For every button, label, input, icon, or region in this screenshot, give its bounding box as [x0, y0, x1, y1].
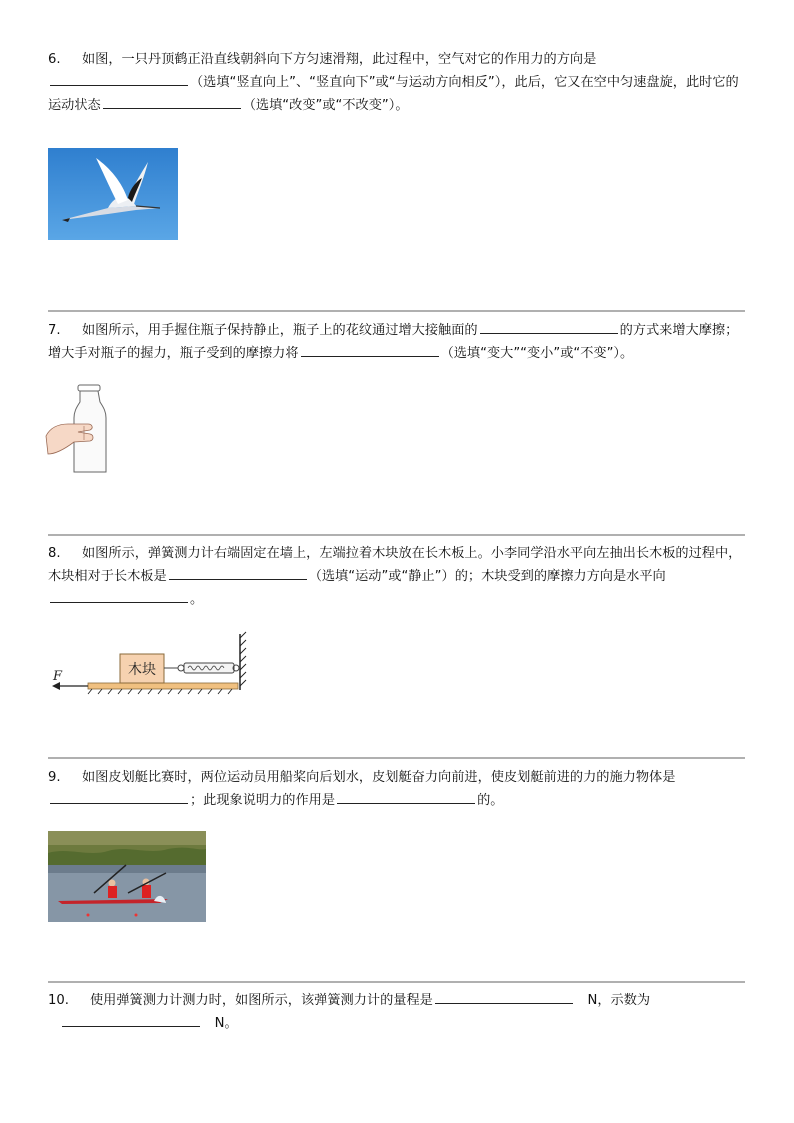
question-text-part1: 如图皮划艇比赛时，两位运动员用船桨向后划水，皮划艇奋力向前进，使皮划艇前进的力的施力物体是 — [82, 770, 676, 785]
answer-blank[interactable] — [50, 789, 188, 804]
question-number: 6. — [48, 52, 61, 67]
answer-blank[interactable] — [435, 989, 573, 1004]
question-text-part3: N。 — [214, 1016, 238, 1031]
kayak-photo — [48, 831, 206, 922]
section-divider — [48, 981, 745, 983]
answer-blank[interactable] — [169, 565, 307, 580]
section-divider — [48, 534, 745, 536]
question-text-part2: N，示数为 — [587, 993, 651, 1008]
question-text-part1: 如图，一只丹顶鹤正沿直线朝斜向下方匀速滑翔，此过程中，空气对它的作用力的方向是 — [82, 52, 597, 67]
answer-blank[interactable] — [480, 319, 618, 334]
question-text-part1: 如图所示，弹簧测力计右端固定在墙上，左端拉着木块放在长木板上。小李同学沿水平向左抽出长木板的过程中，木块相对于长木板是 — [48, 546, 742, 584]
question-text-part2: ；此现象说明力的作用是 — [190, 793, 336, 808]
hand-bottle-figure — [44, 382, 114, 478]
question-text-part1: 如图所示，用手握住瓶子保持静止，瓶子上的花纹通过增大接触面的 — [82, 323, 478, 338]
force-label: F — [53, 669, 63, 684]
section-divider — [48, 757, 745, 759]
answer-blank[interactable] — [103, 94, 241, 109]
question-text-part1: 使用弹簧测力计测力时，如图所示，该弹簧测力计的量程是 — [90, 993, 433, 1008]
question-7 — [48, 319, 748, 365]
question-text-part3: （选填“变大”“变小”或“不变”）。 — [440, 346, 634, 361]
question-number: 7. — [48, 323, 61, 338]
question-number: 10. — [48, 993, 69, 1008]
question-number: 8. — [48, 546, 61, 561]
answer-blank[interactable] — [301, 342, 439, 357]
section-divider — [48, 310, 745, 312]
question-6 — [48, 48, 748, 117]
question-text-part3: 的。 — [477, 793, 504, 808]
answer-blank[interactable] — [337, 789, 475, 804]
crane-photo — [48, 148, 178, 240]
question-text-part3: （选填“改变”或“不改变”）。 — [242, 98, 409, 113]
question-text-part2: 的方式来增大摩擦；增大手对瓶子的握力，瓶子受到的摩擦力将 — [48, 323, 739, 361]
answer-blank[interactable] — [50, 71, 188, 86]
question-text-part2: （选填“竖直向上”、“竖直向下”或“与运动方向相反”），此后，它又在空中匀速盘旋，此时它的运动状态 — [48, 75, 739, 113]
question-9 — [48, 766, 748, 812]
answer-blank[interactable] — [62, 1012, 200, 1027]
spring-scale-figure — [48, 630, 253, 700]
block-label: 木块 — [128, 662, 156, 678]
question-8 — [48, 542, 748, 611]
question-text-part3: 。 — [190, 592, 204, 607]
question-number: 9. — [48, 770, 61, 785]
question-text-part2: （选填“运动”或“静止”）的；木块受到的摩擦力方向是水平向 — [308, 569, 666, 584]
question-10 — [48, 989, 748, 1035]
answer-blank[interactable] — [50, 588, 188, 603]
